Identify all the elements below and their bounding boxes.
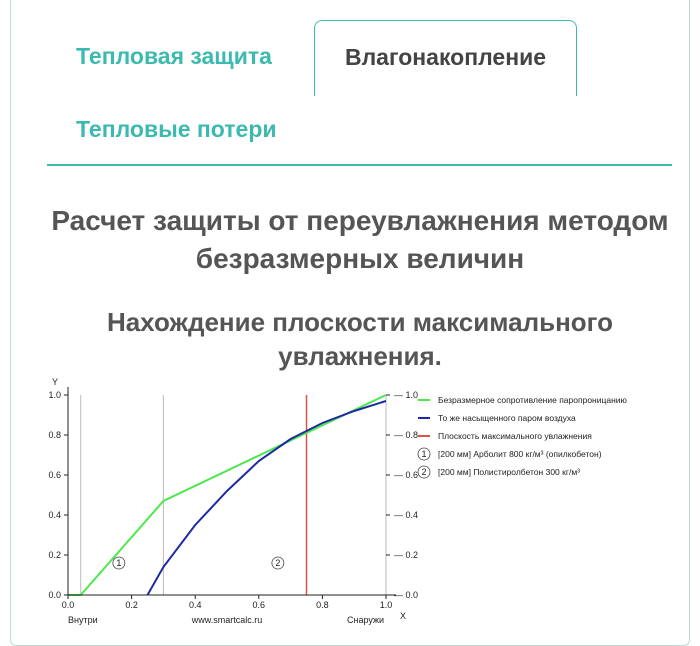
y-tick-label-left-5: 1.0	[48, 390, 61, 400]
legend-entry-3: Плоскость максимального увлажнения	[438, 431, 592, 441]
y-tick-label-left-2: 0.4	[48, 510, 61, 520]
y-tick-label-right-1: — 0.2	[394, 550, 419, 560]
legend-layer-entry-2: [200 мм] Полистиролбетон 300 кг/м³	[438, 467, 580, 477]
y-tick-label-right-5: — 1.0	[394, 390, 419, 400]
series-line-2	[148, 401, 387, 595]
x-tick-label-0: 0.0	[61, 600, 75, 610]
y-axis-label: Y	[52, 377, 59, 387]
x-outside-label: Снаружи	[346, 615, 384, 625]
legend-layer-number-2: 2	[421, 467, 427, 477]
y-tick-label-left-4: 0.8	[48, 430, 61, 440]
legend-entry-2: То же насыщенного паром воздуха	[438, 413, 576, 423]
y-tick-label-right-0: — 0.0	[394, 590, 419, 600]
tabs-divider	[47, 164, 672, 166]
layer-marker-label-2: 2	[275, 558, 281, 568]
y-tick-label-right-4: — 0.8	[394, 430, 419, 440]
y-tick-label-right-2: — 0.4	[394, 510, 419, 520]
legend-layer-number-1: 1	[421, 449, 427, 459]
x-axis-label: X	[400, 611, 407, 621]
x-tick-label-3: 0.6	[252, 600, 266, 610]
tab-moisture-accumulation[interactable]: Влагонакопление	[314, 20, 577, 96]
x-inside-label: Внутри	[68, 615, 98, 625]
y-tick-label-left-3: 0.6	[48, 470, 61, 480]
moisture-chart	[0, 360, 700, 634]
x-tick-label-5: 1.0	[379, 600, 393, 610]
layer-marker-label-1: 1	[116, 558, 122, 568]
section-subtitle: Нахождение плоскости максимального увлажнения.	[106, 307, 614, 371]
y-tick-label-left-1: 0.2	[48, 550, 61, 560]
legend-entry-1: Безразмерное сопротивление паропроницанию	[438, 395, 627, 405]
x-source-label: www.smartcalc.ru	[191, 615, 263, 625]
page-title: Расчет защиты от переувлажнения методом безразмерных величин	[51, 205, 669, 274]
x-tick-label-2: 0.4	[188, 600, 202, 610]
y-tick-label-right-3: — 0.6	[394, 470, 419, 480]
y-tick-label-left-0: 0.0	[48, 590, 61, 600]
tab-heat-loss[interactable]: Тепловые потери	[76, 116, 277, 142]
tab-thermal-protection[interactable]: Тепловая защита	[76, 43, 272, 69]
x-tick-label-1: 0.2	[125, 600, 138, 610]
legend-layer-entry-1: [200 мм] Арболит 800 кг/м³ (опилкобетон)	[438, 449, 602, 459]
x-tick-label-4: 0.8	[316, 600, 329, 610]
